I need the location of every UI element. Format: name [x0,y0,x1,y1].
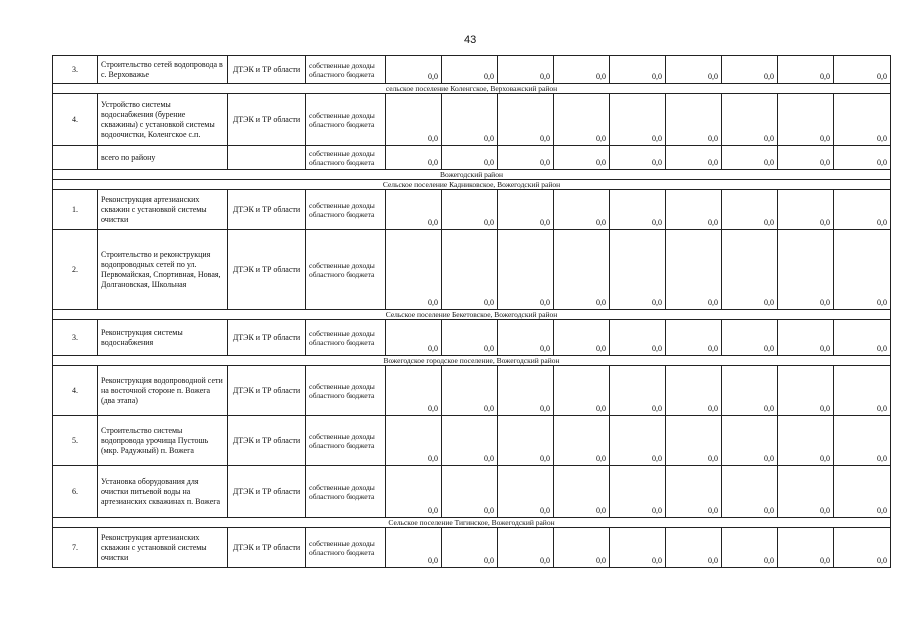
executor-cell: ДТЭК и ТР области [228,56,306,84]
table-row [53,366,891,416]
value-cell: 0,0 [666,94,722,146]
value-cell: 0,0 [498,466,554,518]
value-cell: 0,0 [386,366,442,416]
page-number: 43 [464,34,477,46]
value-cell: 0,0 [442,320,498,356]
value-cell: 0,0 [778,56,834,84]
executor-cell: ДТЭК и ТР области [228,230,306,310]
section-title: Сельское поселение Тигинское, Вожегодский район [53,518,891,528]
table-row [53,466,891,518]
value-cell: 0,0 [610,94,666,146]
funding-source: собственные доходы областного бюджета [306,190,386,230]
value-cell: 0,0 [498,528,554,568]
object-name: Строительство системы водопровода урочища Пустошь (мкр. Радужный) п. Вожега [98,416,228,466]
program-table [52,55,891,568]
table-body [53,56,891,568]
executor-cell: ДТЭК и ТР области [228,190,306,230]
funding-source: собственные доходы областного бюджета [306,320,386,356]
value-cell: 0,0 [778,466,834,518]
object-name: Строительство и реконструкция водопроводных сетей по ул. Первомайская, Спортивная, Новая, Долгановская, Школьная [98,230,228,310]
value-cell: 0,0 [834,466,891,518]
value-cell: 0,0 [722,366,778,416]
table-row [53,146,891,170]
value-cell: 0,0 [442,94,498,146]
value-cell: 0,0 [778,320,834,356]
value-cell: 0,0 [722,416,778,466]
value-cell: 0,0 [834,190,891,230]
value-cell: 0,0 [554,466,610,518]
funding-source: собственные доходы областного бюджета [306,366,386,416]
value-cell: 0,0 [834,416,891,466]
executor-cell: ДТЭК и ТР области [228,466,306,518]
section-row [53,518,891,528]
object-name: Строительство сетей водопровода в с. Верховажье [98,56,228,84]
row-number: 7. [53,528,98,568]
value-cell: 0,0 [442,416,498,466]
table-row [53,230,891,310]
value-cell: 0,0 [834,56,891,84]
section-row [53,310,891,320]
value-cell: 0,0 [498,146,554,170]
value-cell: 0,0 [610,416,666,466]
section-row [53,170,891,180]
value-cell: 0,0 [778,190,834,230]
value-cell: 0,0 [722,320,778,356]
value-cell: 0,0 [610,466,666,518]
value-cell: 0,0 [386,230,442,310]
value-cell: 0,0 [498,366,554,416]
value-cell: 0,0 [722,94,778,146]
value-cell: 0,0 [554,56,610,84]
executor-cell: ДТЭК и ТР области [228,528,306,568]
value-cell: 0,0 [610,190,666,230]
funding-source: собственные доходы областного бюджета [306,416,386,466]
executor-cell-empty [228,146,306,170]
row-number: 5. [53,416,98,466]
value-cell: 0,0 [386,466,442,518]
object-name: Реконструкция артезианских скважин с установкой системы очистки [98,190,228,230]
value-cell: 0,0 [610,56,666,84]
object-name: Реконструкция системы водоснабжения [98,320,228,356]
row-number: 4. [53,94,98,146]
value-cell: 0,0 [554,94,610,146]
row-number: 3. [53,320,98,356]
section-title: сельское поселение Коленгское, Верховажский район [53,84,891,94]
section-title: Вожегодский район [53,170,891,180]
executor-cell: ДТЭК и ТР области [228,94,306,146]
value-cell: 0,0 [498,56,554,84]
row-number: 4. [53,366,98,416]
value-cell: 0,0 [722,528,778,568]
value-cell: 0,0 [778,366,834,416]
value-cell: 0,0 [554,320,610,356]
value-cell: 0,0 [834,528,891,568]
value-cell: 0,0 [666,56,722,84]
value-cell: 0,0 [778,94,834,146]
table-row [53,190,891,230]
section-row [53,180,891,190]
value-cell: 0,0 [722,190,778,230]
section-title: Вожегодское городское поселение, Вожегодский район [53,356,891,366]
value-cell: 0,0 [554,416,610,466]
value-cell: 0,0 [386,146,442,170]
value-cell: 0,0 [666,528,722,568]
section-row [53,356,891,366]
value-cell: 0,0 [386,94,442,146]
value-cell: 0,0 [610,146,666,170]
value-cell: 0,0 [610,366,666,416]
value-cell: 0,0 [610,528,666,568]
value-cell: 0,0 [778,230,834,310]
funding-source: собственные доходы областного бюджета [306,146,386,170]
value-cell: 0,0 [442,146,498,170]
value-cell: 0,0 [554,230,610,310]
object-name: Устройство системы водоснабжения (бурение скважины) с установкой системы водоочистки, Коленгское с.п. [98,94,228,146]
row-number: 1. [53,190,98,230]
value-cell: 0,0 [666,146,722,170]
table-row [53,528,891,568]
value-cell: 0,0 [610,230,666,310]
value-cell: 0,0 [442,366,498,416]
funding-source: собственные доходы областного бюджета [306,528,386,568]
section-row [53,84,891,94]
value-cell: 0,0 [666,366,722,416]
value-cell: 0,0 [498,320,554,356]
table-row [53,320,891,356]
value-cell: 0,0 [554,366,610,416]
table-row [53,56,891,84]
value-cell: 0,0 [778,416,834,466]
executor-cell: ДТЭК и ТР области [228,416,306,466]
funding-source: собственные доходы областного бюджета [306,230,386,310]
row-number [53,146,98,170]
value-cell: 0,0 [498,190,554,230]
row-number: 2. [53,230,98,310]
object-name: Реконструкция водопроводной сети на восточной стороне п. Вожега (два этапа) [98,366,228,416]
table-row [53,416,891,466]
value-cell: 0,0 [442,466,498,518]
value-cell: 0,0 [778,146,834,170]
value-cell: 0,0 [442,56,498,84]
value-cell: 0,0 [778,528,834,568]
value-cell: 0,0 [666,466,722,518]
section-title: Сельское поселение Бекетовское, Вожегодский район [53,310,891,320]
funding-source: собственные доходы областного бюджета [306,94,386,146]
value-cell: 0,0 [834,320,891,356]
value-cell: 0,0 [386,190,442,230]
value-cell: 0,0 [386,528,442,568]
value-cell: 0,0 [498,230,554,310]
value-cell: 0,0 [666,230,722,310]
value-cell: 0,0 [666,320,722,356]
object-name: Установка оборудования для очистки питьевой воды на артезианских скважинах п. Вожега [98,466,228,518]
value-cell: 0,0 [666,190,722,230]
value-cell: 0,0 [386,320,442,356]
value-cell: 0,0 [722,146,778,170]
value-cell: 0,0 [666,416,722,466]
object-name: Реконструкция артезианских скважин с установкой системы очистки [98,528,228,568]
row-number: 3. [53,56,98,84]
value-cell: 0,0 [834,146,891,170]
value-cell: 0,0 [554,190,610,230]
value-cell: 0,0 [498,94,554,146]
value-cell: 0,0 [722,230,778,310]
executor-cell: ДТЭК и ТР области [228,320,306,356]
value-cell: 0,0 [554,528,610,568]
value-cell: 0,0 [722,466,778,518]
value-cell: 0,0 [834,94,891,146]
object-name: всего по району [98,146,228,170]
value-cell: 0,0 [442,230,498,310]
value-cell: 0,0 [386,416,442,466]
value-cell: 0,0 [834,366,891,416]
value-cell: 0,0 [834,230,891,310]
value-cell: 0,0 [498,416,554,466]
funding-source: собственные доходы областного бюджета [306,466,386,518]
table-row [53,94,891,146]
value-cell: 0,0 [442,528,498,568]
value-cell: 0,0 [610,320,666,356]
value-cell: 0,0 [442,190,498,230]
value-cell: 0,0 [722,56,778,84]
row-number: 6. [53,466,98,518]
value-cell: 0,0 [386,56,442,84]
executor-cell: ДТЭК и ТР области [228,366,306,416]
section-title: Сельское поселение Кадниковское, Вожегодский район [53,180,891,190]
value-cell: 0,0 [554,146,610,170]
funding-source: собственные доходы областного бюджета [306,56,386,84]
